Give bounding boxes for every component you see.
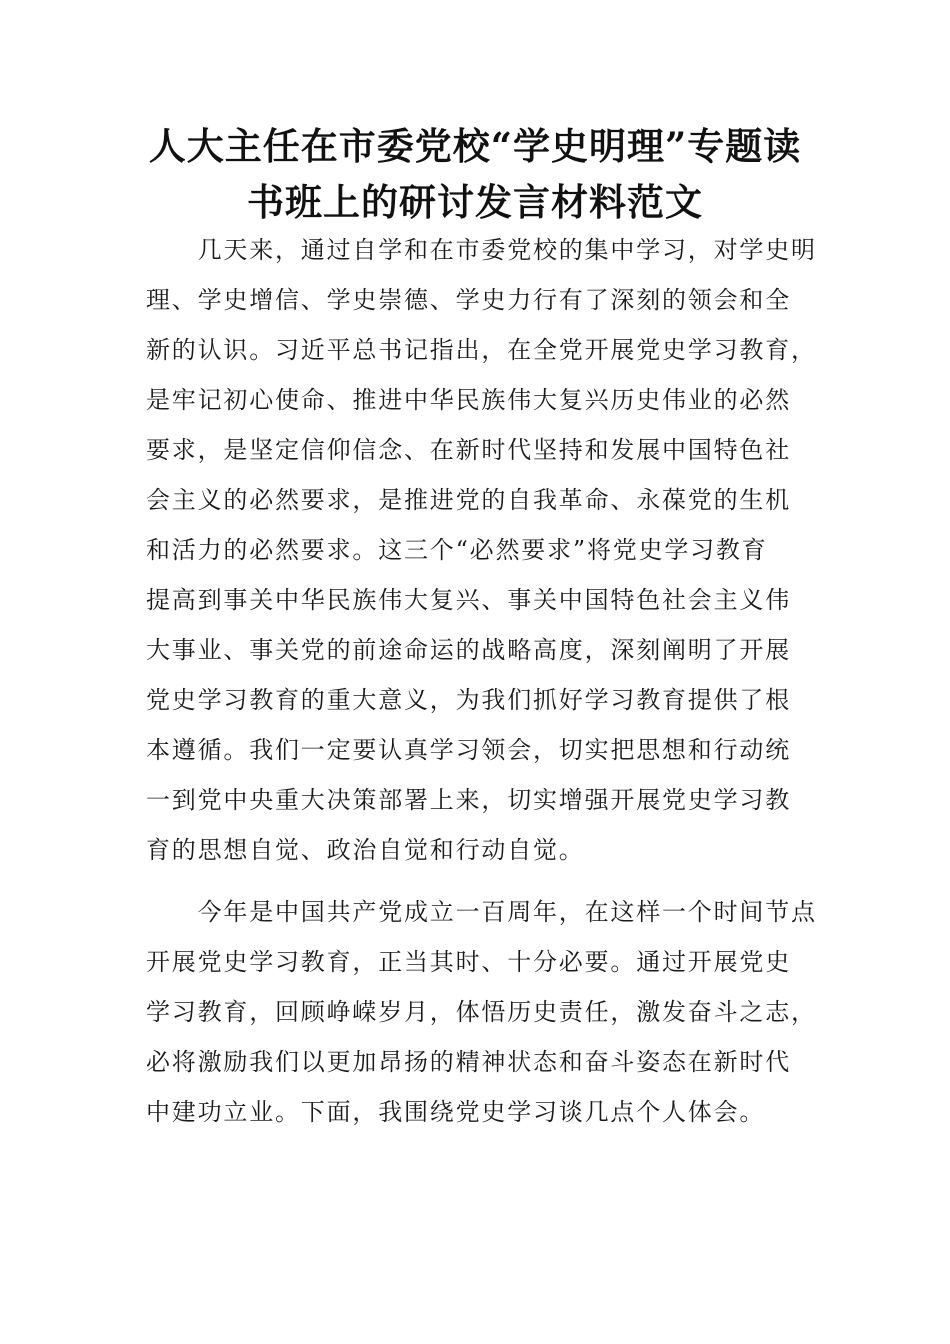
text-line: 中建功立业。下面，我围绕党史学习谈几点个人体会。 (146, 1098, 766, 1126)
title-line: 书班上的研讨发言材料范文 (247, 180, 703, 224)
text-line: 本遵循。我们一定要认真学习领会，切实把思想和行动统 (146, 736, 791, 764)
text-line: 学习教育，回顾峥嵘岁月，体悟历史责任，激发奋斗之志， (146, 998, 817, 1026)
text-line: 今年是中国共产党成立一百周年，在这样一个时间节点 (146, 898, 817, 926)
text-line: 一到党中央重大决策部署上来，切实增强开展党史学习教 (146, 786, 791, 814)
text-line: 要求，是坚定信仰信念、在新时代坚持和发展中国特色社 (146, 436, 791, 464)
text-line: 和活力的必然要求。这三个“必然要求”将党史学习教育 (146, 536, 768, 564)
text-line: 党史学习教育的重大意义，为我们抓好学习教育提供了根 (146, 686, 791, 714)
text-line: 是牢记初心使命、推进中华民族伟大复兴历史伟业的必然 (146, 386, 791, 414)
document-body (146, 225, 817, 1137)
text-line: 提高到事关中华民族伟大复兴、事关中国特色社会主义伟 (146, 586, 791, 614)
text-line: 必将激励我们以更加昂扬的精神状态和奋斗姿态在新时代 (146, 1048, 791, 1076)
title-line: 人大主任在市委党校“学史明理”专题读 (148, 124, 802, 168)
paragraph-1 (146, 225, 817, 875)
text-line: 大事业、事关党的前途命运的战略高度，深刻阐明了开展 (146, 636, 791, 664)
text-line: 会主义的必然要求，是推进党的自我革命、永葆党的生机 (146, 486, 791, 514)
text-line: 几天来，通过自学和在市委党校的集中学习，对学史明 (146, 236, 817, 264)
text-line: 新的认识。习近平总书记指出，在全党开展党史学习教育， (146, 336, 817, 364)
paragraph-2 (146, 887, 817, 1137)
text-line: 育的思想自觉、政治自觉和行动自觉。 (146, 836, 585, 864)
text-line: 开展党史学习教育，正当其时、十分必要。通过开展党史 (146, 948, 791, 976)
text-line: 理、学史增信、学史崇德、学史力行有了深刻的领会和全 (146, 286, 791, 314)
document-title (120, 118, 830, 230)
